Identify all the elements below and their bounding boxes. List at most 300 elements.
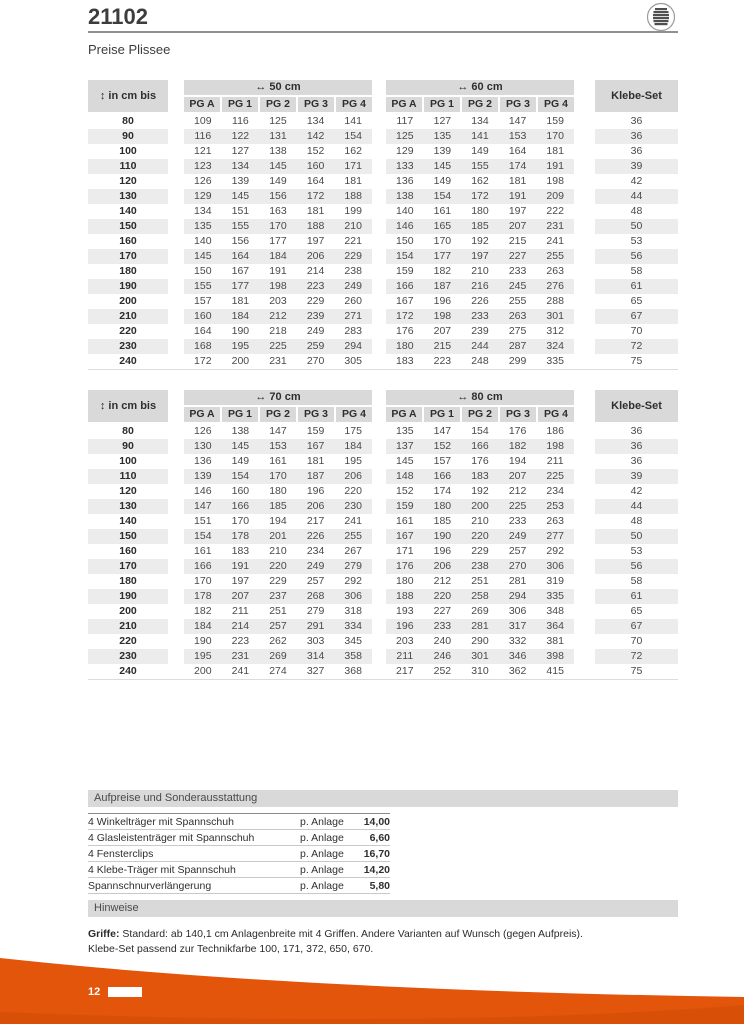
price-values-group	[184, 174, 372, 189]
price-value: 160	[306, 160, 325, 172]
price-value: 139	[433, 145, 452, 157]
title-rule	[88, 31, 678, 33]
price-value: 134	[471, 115, 489, 127]
price-value: 151	[194, 515, 212, 527]
price-row	[88, 604, 678, 619]
price-value: 166	[231, 500, 250, 512]
column-gap	[574, 264, 595, 279]
price-value: 198	[269, 280, 287, 292]
price-value: 201	[269, 530, 287, 542]
price-value: 190	[433, 530, 452, 542]
column-gap	[168, 219, 184, 234]
price-row	[88, 234, 678, 249]
column-gap	[168, 514, 184, 529]
price-value: 207	[231, 590, 250, 602]
price-row	[88, 529, 678, 544]
price-value: 206	[306, 250, 325, 262]
price-value: 184	[269, 250, 287, 262]
column-gap	[168, 544, 184, 559]
price-value: 198	[433, 310, 452, 322]
column-gap	[372, 499, 386, 514]
price-value: 319	[546, 575, 564, 587]
price-value: 135	[194, 220, 212, 232]
price-value: 234	[546, 485, 564, 497]
price-value: 318	[344, 605, 362, 617]
price-value: 335	[546, 355, 564, 367]
column-gap	[372, 324, 386, 339]
price-value: 147	[194, 500, 212, 512]
price-value: 229	[471, 545, 489, 557]
price-value: 260	[344, 295, 362, 307]
price-value: 167	[231, 265, 250, 277]
price-value: 294	[508, 590, 527, 602]
price-value: 170	[231, 515, 250, 527]
price-group-label: PG 3	[298, 97, 334, 112]
price-value: 229	[306, 295, 325, 307]
column-gap	[372, 294, 386, 309]
price-value: 170	[433, 235, 452, 247]
price-value: 193	[396, 605, 414, 617]
price-value: 381	[546, 635, 564, 647]
price-value: 249	[306, 325, 325, 337]
column-gap	[168, 144, 184, 159]
price-value: 276	[546, 280, 564, 292]
column-gap	[168, 439, 184, 454]
price-value: 271	[344, 310, 362, 322]
price-row	[88, 129, 678, 144]
price-values-group	[184, 264, 372, 279]
price-value: 279	[306, 605, 325, 617]
column-gap	[168, 559, 184, 574]
price-value: 147	[433, 425, 452, 437]
price-value: 195	[194, 650, 212, 662]
column-gap	[574, 664, 595, 679]
price-value: 227	[508, 250, 527, 262]
price-value: 231	[546, 220, 564, 232]
klebe-set-header: Klebe-Set	[595, 80, 678, 112]
price-value: 238	[471, 560, 489, 572]
price-value: 220	[471, 530, 489, 542]
price-group-label: PG 1	[424, 97, 460, 112]
price-value: 270	[508, 560, 527, 572]
column-gap	[168, 80, 184, 112]
column-gap	[574, 309, 595, 324]
price-value: 170	[269, 220, 287, 232]
klebe-set-value: 36	[630, 115, 643, 127]
price-value: 187	[433, 280, 452, 292]
klebe-set-value: 39	[595, 159, 678, 174]
price-value: 159	[546, 115, 564, 127]
price-value: 138	[396, 190, 414, 202]
column-gap	[372, 514, 386, 529]
price-values-group	[184, 249, 372, 264]
price-value: 138	[269, 145, 287, 157]
price-row	[88, 514, 678, 529]
price-value: 200	[194, 665, 212, 677]
price-value: 194	[269, 515, 287, 527]
price-value: 154	[344, 130, 362, 142]
price-value: 310	[471, 665, 489, 677]
size-value: 190	[88, 589, 168, 604]
surcharges-header: Aufpreise und Sonderausstattung	[88, 790, 678, 807]
notes-line: Griffe: Standard: ab 140,1 cm Anlagenbreite mit 4 Griffen. Andere Varianten auf Wunsch (gegen Aufpreis).	[88, 928, 583, 940]
surcharge-label: 4 Glasleistenträger mit Spannschuh	[88, 831, 255, 844]
price-value: 149	[471, 145, 489, 157]
column-gap	[372, 249, 386, 264]
price-values-group	[184, 529, 372, 544]
price-value: 181	[306, 455, 325, 467]
width-group-label: ↔ 80 cm	[386, 390, 574, 405]
column-gap	[574, 174, 595, 189]
column-gap	[372, 174, 386, 189]
price-value: 223	[433, 355, 452, 367]
price-value: 180	[396, 575, 414, 587]
price-value: 166	[396, 280, 414, 292]
price-values-group	[386, 544, 574, 559]
column-gap	[372, 354, 386, 369]
price-values-group	[386, 574, 574, 589]
price-value: 314	[306, 650, 325, 662]
price-value: 192	[471, 485, 489, 497]
price-value: 231	[269, 355, 287, 367]
surcharge-unit: p. Anlage	[300, 831, 344, 844]
column-gap	[372, 189, 386, 204]
size-value: 180	[119, 575, 137, 587]
column-gap	[574, 424, 595, 439]
price-value: 166	[194, 560, 212, 572]
price-value: 209	[546, 190, 564, 202]
price-row	[88, 484, 678, 499]
size-value: 240	[119, 355, 137, 367]
price-value: 306	[546, 560, 564, 572]
price-value: 223	[306, 280, 325, 292]
price-value: 251	[269, 605, 287, 617]
price-value: 187	[306, 470, 325, 482]
price-value: 142	[306, 130, 325, 142]
column-gap	[372, 454, 386, 469]
price-value: 181	[306, 205, 325, 217]
price-value: 165	[433, 220, 452, 232]
column-gap	[372, 114, 386, 129]
price-value: 140	[396, 205, 414, 217]
price-value: 233	[508, 265, 527, 277]
price-value: 191	[508, 190, 527, 202]
price-value: 126	[194, 175, 212, 187]
page-subtitle: Preise Plissee	[88, 42, 171, 57]
column-gap	[574, 324, 595, 339]
price-value: 197	[231, 575, 250, 587]
column-gap	[574, 589, 595, 604]
klebe-set-value: 72	[595, 649, 678, 664]
price-value: 166	[471, 440, 489, 452]
price-value: 249	[508, 530, 527, 542]
price-values-group	[386, 634, 574, 649]
column-gap	[168, 604, 184, 619]
price-row	[88, 619, 678, 634]
column-gap	[372, 559, 386, 574]
surcharge-unit: p. Anlage	[300, 863, 344, 876]
price-values-group	[184, 204, 372, 219]
price-value: 255	[344, 530, 362, 542]
column-gap	[168, 264, 184, 279]
price-value: 239	[471, 325, 489, 337]
size-value: 200	[119, 605, 137, 617]
klebe-set-value: 67	[595, 619, 678, 634]
price-value: 194	[508, 455, 527, 467]
price-value: 257	[508, 545, 527, 557]
price-value: 159	[396, 265, 414, 277]
price-value: 126	[194, 425, 212, 437]
price-value: 186	[546, 425, 564, 437]
price-row	[88, 294, 678, 309]
price-value: 180	[269, 485, 287, 497]
notes-line: Klebe-Set passend zur Technikfarbe 100, 171, 372, 650, 670.	[88, 943, 374, 955]
price-value: 149	[269, 175, 287, 187]
price-value: 162	[344, 145, 362, 157]
column-gap	[574, 469, 595, 484]
price-value: 154	[231, 470, 250, 482]
width-group-header	[386, 80, 574, 112]
column-gap	[372, 144, 386, 159]
price-values-group	[184, 499, 372, 514]
price-value: 301	[546, 310, 564, 322]
price-value: 154	[471, 425, 489, 437]
price-value: 221	[344, 235, 362, 247]
size-value: 100	[119, 455, 137, 467]
surcharge-row	[88, 846, 390, 862]
price-value: 156	[231, 235, 250, 247]
price-values-group	[184, 559, 372, 574]
size-value: 190	[88, 279, 168, 294]
price-group-labels	[184, 407, 372, 422]
price-value: 122	[231, 130, 250, 142]
column-gap	[372, 664, 386, 679]
klebe-set-value: 65	[630, 295, 643, 307]
column-gap	[168, 234, 184, 249]
price-values-group	[386, 664, 574, 679]
price-row	[88, 634, 678, 649]
price-value: 167	[306, 440, 325, 452]
price-value: 121	[194, 145, 212, 157]
surcharge-price: 6,60	[369, 831, 390, 844]
price-value: 117	[396, 115, 414, 127]
price-group-label: PG A	[184, 407, 220, 422]
price-value: 145	[269, 160, 287, 172]
column-gap	[168, 339, 184, 354]
price-value: 170	[546, 130, 564, 142]
price-value: 178	[194, 590, 212, 602]
price-value: 220	[269, 560, 287, 572]
column-gap	[372, 204, 386, 219]
price-value: 226	[306, 530, 325, 542]
column-gap	[168, 454, 184, 469]
klebe-set-value: 70	[630, 325, 643, 337]
price-value: 207	[508, 220, 527, 232]
price-value: 237	[269, 590, 287, 602]
column-gap	[574, 484, 595, 499]
column-gap	[168, 649, 184, 664]
page-number: 12	[88, 986, 101, 998]
price-values-group	[386, 619, 574, 634]
price-value: 211	[232, 605, 249, 617]
price-row	[88, 424, 678, 439]
price-value: 214	[306, 265, 325, 277]
price-value: 145	[433, 160, 452, 172]
klebe-set-value: 50	[595, 219, 678, 234]
price-row	[88, 144, 678, 159]
column-gap	[168, 390, 184, 422]
price-value: 226	[471, 295, 489, 307]
price-value: 123	[194, 160, 212, 172]
klebe-set-value: 36	[595, 129, 678, 144]
price-value: 358	[344, 650, 362, 662]
price-values-group	[184, 219, 372, 234]
price-group-label: PG A	[386, 97, 422, 112]
price-value: 153	[269, 440, 287, 452]
column-gap	[372, 604, 386, 619]
column-gap	[168, 484, 184, 499]
price-value: 324	[546, 340, 564, 352]
price-value: 172	[306, 190, 325, 202]
price-value: 216	[471, 280, 489, 292]
price-value: 167	[396, 295, 414, 307]
size-value: 240	[119, 665, 137, 677]
price-value: 262	[269, 635, 287, 647]
price-value: 163	[269, 205, 287, 217]
price-row	[88, 354, 678, 369]
notes-header: Hinweise	[88, 900, 678, 917]
price-value: 129	[194, 190, 212, 202]
price-group-label: PG 1	[222, 407, 258, 422]
price-values-group	[184, 544, 372, 559]
price-value: 164	[306, 175, 325, 187]
price-value: 185	[433, 515, 452, 527]
column-gap	[574, 294, 595, 309]
klebe-set-value: 61	[595, 589, 678, 604]
column-gap	[574, 159, 595, 174]
price-value: 196	[433, 545, 452, 557]
surcharge-label: 4 Winkelträger mit Spannschuh	[88, 815, 234, 828]
price-values-group	[386, 324, 574, 339]
price-value: 215	[508, 235, 527, 247]
column-gap	[574, 249, 595, 264]
klebe-set-value: 67	[595, 309, 678, 324]
price-value: 141	[344, 115, 362, 127]
price-value: 137	[396, 440, 414, 452]
price-value: 334	[344, 620, 362, 632]
price-group-label: PG 4	[336, 97, 372, 112]
price-group-label: PG 2	[260, 97, 296, 112]
price-values-group	[184, 279, 372, 294]
price-value: 150	[194, 265, 212, 277]
column-gap	[168, 159, 184, 174]
klebe-set-value: 50	[595, 529, 678, 544]
price-values-group	[184, 129, 372, 144]
price-row	[88, 469, 678, 484]
column-gap	[574, 619, 595, 634]
price-value: 188	[396, 590, 414, 602]
price-row	[88, 664, 678, 679]
row-header-cell: ↕ in cm bis	[88, 390, 168, 422]
price-value: 191	[269, 265, 287, 277]
size-value: 180	[119, 265, 137, 277]
size-value: 230	[88, 649, 168, 664]
price-values-group	[386, 514, 574, 529]
price-value: 244	[471, 340, 489, 352]
column-gap	[574, 354, 595, 369]
column-gap	[372, 339, 386, 354]
price-value: 175	[344, 425, 362, 437]
size-value: 170	[88, 559, 168, 574]
price-value: 181	[546, 145, 564, 157]
price-row	[88, 589, 678, 604]
price-row	[88, 559, 678, 574]
size-value: 120	[119, 485, 137, 497]
column-gap	[574, 544, 595, 559]
price-value: 218	[269, 325, 287, 337]
surcharge-list	[88, 813, 390, 894]
price-value: 146	[396, 220, 414, 232]
surcharge-unit: p. Anlage	[300, 879, 344, 892]
price-row	[88, 249, 678, 264]
price-value: 364	[546, 620, 564, 632]
column-gap	[372, 279, 386, 294]
price-value: 161	[396, 515, 414, 527]
klebe-set-value: 65	[630, 605, 643, 617]
price-value: 203	[269, 295, 287, 307]
price-value: 212	[433, 575, 452, 587]
column-gap	[574, 499, 595, 514]
price-value: 269	[471, 605, 489, 617]
price-value: 198	[546, 175, 564, 187]
price-value: 233	[471, 310, 489, 322]
column-gap	[168, 324, 184, 339]
price-value: 270	[306, 355, 325, 367]
price-values-group	[386, 354, 574, 369]
price-values-group	[386, 114, 574, 129]
price-value: 203	[396, 635, 414, 647]
column-gap	[574, 574, 595, 589]
price-values-group	[386, 649, 574, 664]
price-value: 215	[433, 340, 452, 352]
price-value: 251	[471, 575, 489, 587]
size-value: 160	[119, 545, 137, 557]
size-value: 150	[88, 529, 168, 544]
price-value: 145	[194, 250, 212, 262]
price-value: 225	[269, 340, 287, 352]
price-value: 225	[508, 500, 527, 512]
price-value: 181	[344, 175, 362, 187]
price-value: 332	[508, 635, 527, 647]
price-values-group	[184, 649, 372, 664]
surcharge-label: 4 Klebe-Träger mit Spannschuh	[88, 863, 236, 876]
price-value: 196	[396, 620, 414, 632]
klebe-set-value: 36	[630, 145, 643, 157]
surcharge-row	[88, 814, 390, 830]
plissee-stack-icon	[645, 1, 677, 33]
klebe-set-value: 42	[630, 175, 643, 187]
column-gap	[574, 204, 595, 219]
price-value: 214	[231, 620, 250, 632]
price-value: 281	[471, 620, 489, 632]
column-gap	[168, 664, 184, 679]
price-value: 153	[508, 130, 527, 142]
price-value: 245	[508, 280, 527, 292]
price-value: 147	[508, 115, 527, 127]
price-values-group	[184, 454, 372, 469]
price-value: 306	[344, 590, 362, 602]
price-value: 164	[194, 325, 212, 337]
